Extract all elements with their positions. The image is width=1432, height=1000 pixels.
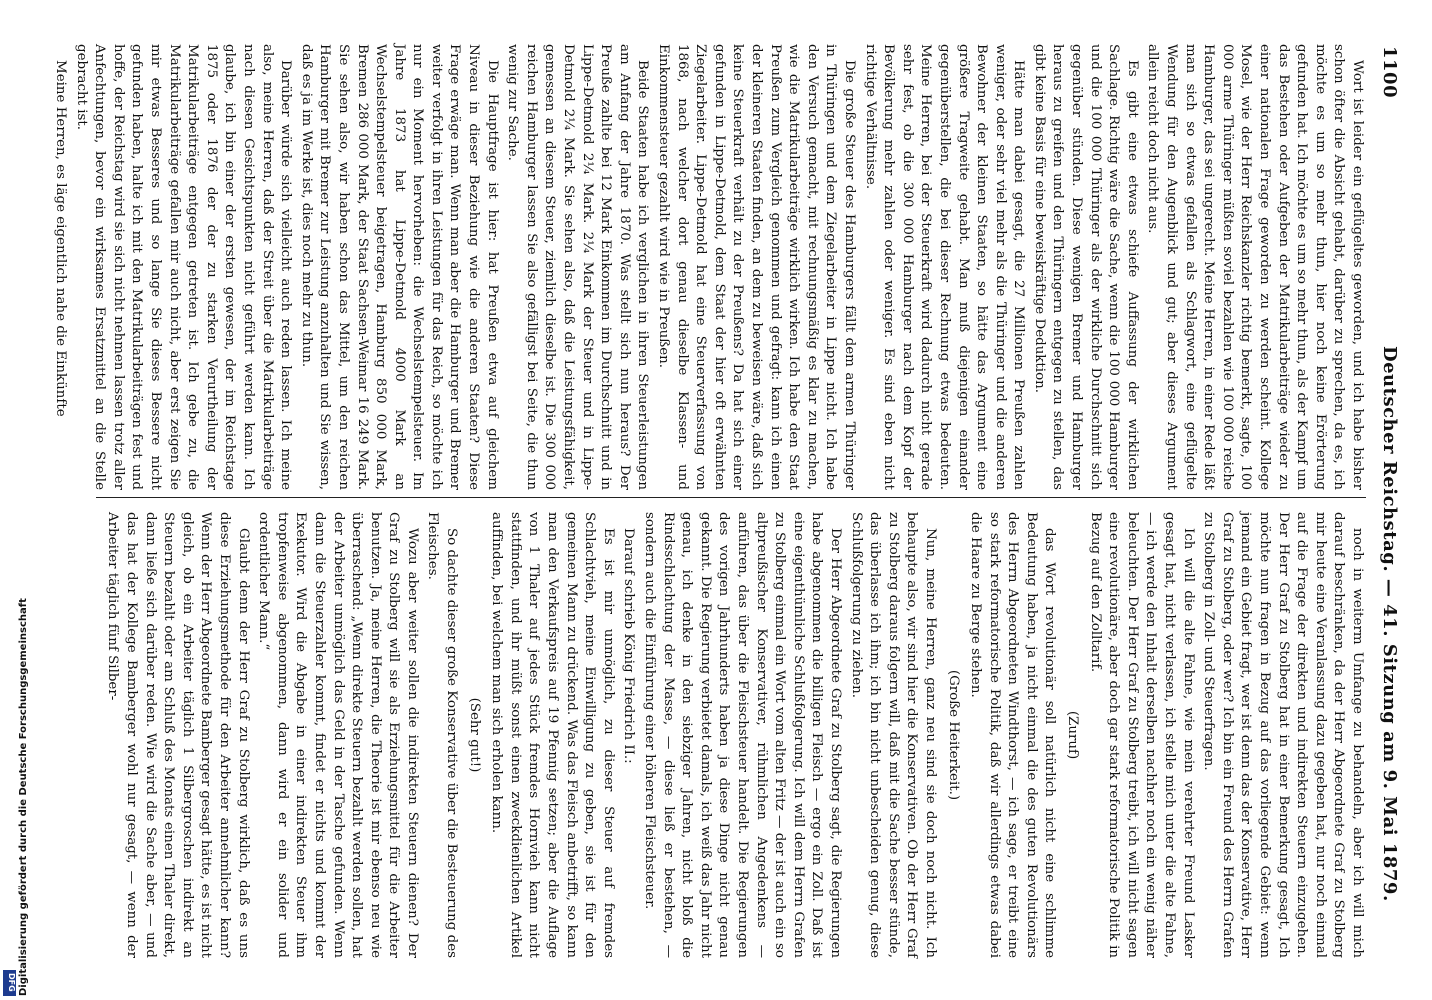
- paragraph: Wozu aber weiter sollen die indirekten Steuern dienen? Der Graf zu Stolberg will sie als Erziehungsmittel für die Arbeiter benutzen. Ja, meine Herren, die Theorie ist mir ebenso neu wie überraschend: „Wenn direkte Steuern bezahlt werden sollen, hat der Arbeiter unmöglich das Geld in der Tasche gefunden. Wenn dann die Steuerzahler kommt, findet er nichts und kommt der Exekutor. Wird die Abgabe in einer indirekten Steuer ihm tropfenweise abgenommen, dann wird er ein solider und ordentlicher Mann.“: [256, 512, 420, 958]
- interjection: (Sehr gut!): [466, 697, 482, 773]
- digitization-note: Digitalisierung gefördert durch die Deutsche Forschungsgemeinschaft: [18, 598, 29, 996]
- paragraph: Glaubt denn der Herr Graf zu Stolberg wirklich, daß es uns diese Erziehungsmethode für den Arbeiter annehmlicher kann? Wenn der Herr Abgeordnete Bamberger gesagt hätte, es ist nicht gleich, ob ein Arbeiter täglich 1 Silbergroschen indirekt an Steuern bezahlt oder am Schluß des Monats einen Thaler direkt, dann ließe sich darüber reden. Wie wird die Sache aber, — und das hat der Kollege Bamberger wohl nur gesagt, — wenn der Arbeiter täglich fünf Silber-: [105, 512, 251, 958]
- page-number: 1100: [1379, 46, 1400, 99]
- paragraph: Hätte man dabei gesagt, die 27 Millionen Preußen zahlen weniger, oder sehr viel mehr als die Thüringer und die anderen Bewohner der kleinen Staaten, so hätte das Argument eine größere Tragweite gehabt. Man muß diejenigen einander gegenüberstellen, die bei dieser Rechnung etwas bedeuten. Meine Herren, bei der Steuerkraft wird dadurch nicht gerade sehr fest, ob die 300 000 Hamburger nach dem Kopf der Bevölkerung mehr zahlen oder weniger. Es sind eben nicht richtige Verhältnisse.: [862, 44, 1027, 490]
- paragraph: Ich will die alte Fahne, wie mein verehrter Freund Lasker gesagt hat, nicht verlassen, ich stelle mich unter die alte Fahne, — ich werde den Inhalt derselben nachher noch ein wenig näher beleuchten. Der Herr Graf zu Stolberg treibt, ich will nicht sagen eine revolutionäre, aber doch gar stark reformatorische Politik in Bezug auf den Zolltarif.: [1087, 512, 1196, 958]
- paragraph: Beide Staaten habe ich verglichen in ihren Steuerleistungen am Anfang der Jahre 1870. Was stellt sich nun heraus? Der Preuße zahlte bei 12 Mark Einkommen im Durchschnitt und in Lippe-Detmold 2¼ Mark. 2¼ Mark der Steuer und in Lippe-Detmold 2¼ Mark. Sie sehen also, daß die Leistungsfähigkeit, gemessen an diesem Steuer, ziemlich dieselbe ist. Die 300 000 reichen Hamburger lassen Sie also gefälligst bei Seite, die thun wenig zur Sache.: [505, 44, 651, 490]
- page-header: [1374, 46, 1400, 966]
- right-text-column: [96, 512, 1366, 958]
- paragraph: Wort ist leider ein geflügeltes geworden, und ich habe bisher schon öfter die Absicht gehabt, darüber zu sprechen, da es, ich möchte es um so mehr thun, hier noch keine Erörterung gefunden hat. Ich möchte es um so mehr thun, als der Kampf um das Bestehen oder Aufgeben der Matrikularbeiträge wieder zu einer nationalen Frage geworden zu werden scheint. Kollege Mosel, wie der Herr Reichskanzler richtig bemerkt, sagte, 100 000 arme Thüringer müßten soviel bezahlen wie 100 000 reiche Hamburger, das sei ungerecht. Meine Herren, in einer Rede läßt man sich so etwas gefallen als Schlagwort, eine geflügelte Wendung für den Augenblick und gut; aber dieses Argument allein reicht doch nicht aus.: [1145, 44, 1365, 490]
- rotated-newspaper-page: [53, 38, 1406, 978]
- quotation: Es ist mir unmöglich, zu dieser Steuer auf fremdes Schlachtvieh, meine Einwilligung zu geben, sie ist für den gemeinen Mann zu drückend. Was das Fleisch anbetrifft, so kann man den Verkaufspreis auf 19 Pfennig setzen; aber die Auflage von 1 Thaler auf jedes Stück fremdes Hornvieh kann nicht stattfinden, und ihr müßt sonst einen zweckdienlichen Artikel auffinden, bei welchem man sich erholen kann.: [489, 512, 616, 958]
- column-divider: [96, 497, 1366, 498]
- paragraph: Die Hauptfrage ist hier: hat Preußen etwa auf gleichem Niveau in dieser Beziehung wie die anderen Staaten? Diese Frage erwäge man. Wenn man aber die Hamburger und Bremer weiter verfolgt in ihren Leistungen für das Reich, so möchte ich nur ein Moment hervorheben: die Wechselstempelsteuer. Im Jahre 1873 hat Lippe-Detmold 4000 Mark an Wechselstempelsteuer beigetragen, Hamburg 850 000 Mark, Bremen 286 000 Mark, der Staat Sachsen-Weimar 16 249 Mark. Sie sehen also, wir haben schon das Mittel, um den reichen Hamburger mit Bremer zur Leistung anzuhalten und Sie wissen, daß es ja im Werke ist, dies noch mehr zu thun.: [298, 44, 500, 490]
- paragraph: noch in weiterm Umfange zu behandeln, aber ich will mich darauf beschränken, da der Herr Abgeordnete Graf zu Stolberg mir heute eine Veranlassung dazu gegeben hat, nur noch einmal auf die Frage der direkten und indirekten Steuern einzugehen. Der Herr Graf zu Stolberg hat in einer Bemerkung gesagt, Ich möchte nun fragen in Bezug auf das vorliegende Gebiet: wenn jemand ein Gebiet fragt, wer ist denn das der Konservative, Herr Graf zu Stolberg, oder wer? Ich bin ein Freund des Herrn Grafen zu Stolberg in Zoll- und Steuerfragen.: [1201, 512, 1365, 958]
- interjection: (Zuruf): [1065, 710, 1081, 760]
- paragraph: Der Herr Abgeordnete Graf zu Stolberg sagt, die Regierungen habe abgenommen die billigen Fleisch — ergo ein Zoll. Daß ist eine eigenthümliche Schlußfolgerung. Ich will dem Herrn Grafen zu Stolberg einmal ein Wort vom alten Fritz — der ist auch ein so altpreußischer Konservativer, rühmlichen Angedenkens — anführen, das über die Fleischsteuer handelt. Die Regierungen des vorigen Jahrhunderts haben ja diese Dinge nicht genau gekannt. Die Regierung verbietet damals, ich weiß das Jahr nicht genau, ich denke in den siebziger Jahren, nicht bloß die Rindsschlachtung der Masse, — diese ließ er bestehen, — sondern auch die Einführung einer höheren Fleischsteuer.: [642, 512, 843, 958]
- page-title: Deutscher Reichstag. — 41. Sitzung am 9. Mai 1879.: [1379, 346, 1400, 902]
- paragraph: Darüber würde sich vielleicht auch reden lassen. Ich meine also, meine Herren, daß der Streit über die Matrikularbeiträge nach diesen Gesichtspunkten nicht geführt werden kann. Ich glaube, ich bin einer der ersten gewesen, der im Reichstage 1875 oder 1876 der der zu starken Verurtheilung der Matrikularbeiträge entgegen getreten ist. Ich gebe zu, die Matrikularbeiträge gefallen mir auch nicht, aber erst zeigen Sie mir etwas Besseres und so lange Sie dieses Bessere nicht gefunden haben, halte ich mit den Matrikularbeiträgen fest und hoffe, der Reichstag wird sie sich nicht nehmen lassen trotz aller Anfechtungen, bevor ein wirksames Ersatzmittel an die Stelle gebracht ist.: [73, 44, 294, 490]
- paragraph: So dachte dieser große Konservative über die Besteuerung des Fleisches.: [425, 512, 460, 958]
- digitization-footer: [0, 0, 29, 1000]
- paragraph: Nun, meine Herren, ganz neu sind sie doch noch nicht. Ich behaupte also, wir sind hier die Konservativen. Ob der Herr Graf zu Stolberg daraus folgern will, daß mit die Sache besser stünde, das überlasse ich ihm; ich bin nicht unbescheiden genug, diese Schlußfolgerung zu ziehen.: [848, 512, 938, 958]
- left-text-column: [53, 44, 1366, 490]
- paragraph: Darauf schrieb König Friedrich II.:: [621, 528, 637, 764]
- paragraph: Meine Herren, es läge eigentlich nahe die Einkünfte: [53, 60, 69, 417]
- interjection: (Große Heiterkeit.): [945, 669, 961, 801]
- dfg-logo: DFG: [3, 970, 16, 996]
- paragraph: Es gibt eine etwas schiefe Auffassung der wirklichen Sachlage. Richtig wäre die Sache, wenn die 100 000 Hamburger und die 100 000 Thüringer als der wirkliche Durchschnitt sich gegenüber stünden. Diese wenigen Bremer und Hamburger heraus zu greifen und den Thüringern entgegen zu stellen, das gibt keine Basis für eine beweiskräftige Deduktion.: [1031, 44, 1140, 490]
- paragraph: Die große Steuer des Hamburgers fällt dem armen Thüringer in Thüringen und dem Ziegelarbeiter in Lippe nicht. Ich habe den Versuch gemacht, mit rechnungsmäßig es klar zu machen, wie die Matrikularbeiträge wirklich wirken. Ich habe den Staat Preußen zum Vergleich genommen und gefragt: kann ich einen der kleineren Staaten finden, an dem zu beweisen wäre, daß sich keine Steuerkraft verhält zu der Preußens? Da hat sich einer gefunden in Lippe-Detmold, dem Staat der hier oft erwähnten Ziegelarbeiter. Lippe-Detmold hat eine Steuerverfassung von 1868, nach welcher dort genau dieselbe Klassen- und Einkommensteuer gezahlt wird wie in Preußen.: [656, 44, 857, 490]
- paragraph: das Wort revolutionär soll natürlich nicht eine schlimme Bedeutung haben, ja nicht einmal die des guten Revolutionärs des Herrn Abgeordneten Windthorst, — ich sage, er treibt eine so stark reformatorische Politik, daß wir allerdings etwas dabei die Haare zu Berge stehen.: [968, 512, 1058, 958]
